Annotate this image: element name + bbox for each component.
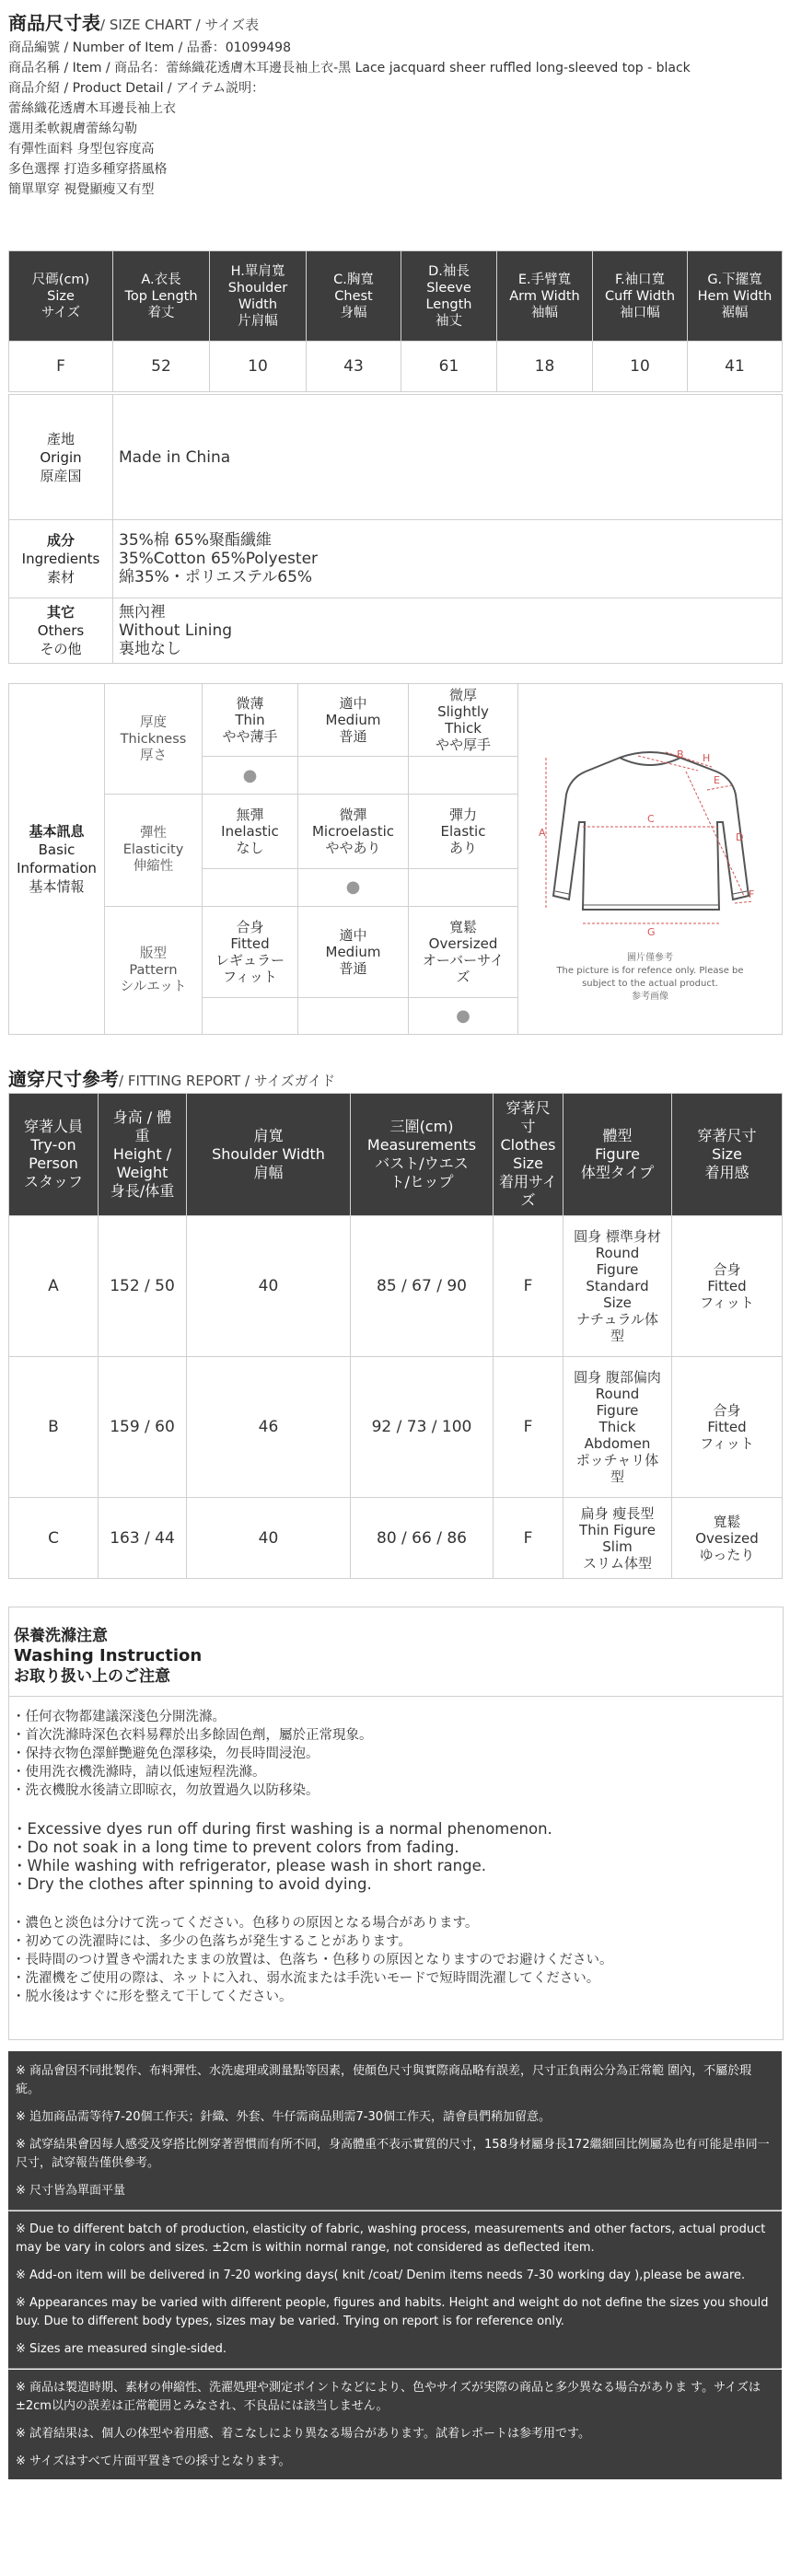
note-item: ※ Sizes are measured single-sided. [16, 2342, 227, 2356]
note-item: ※ 商品會因不同批製作、布料彈性、水洗處理或測量點等因素，使顏色尺寸與實際商品略有誤差，尺寸正負兩公分為正常範 圍內，不屬於瑕疵。 [16, 2064, 752, 2096]
size-cell: 10 [210, 342, 307, 392]
letter-e: E [714, 774, 720, 786]
list-item: ・濃色と淡色は分けて洗ってください。色移りの原因となる場合があります。 [12, 1916, 479, 1931]
note-item: ※ Appearances may be varied with different people, figures and habits. Height and weight do not define the sizes you should buy. Due to different body types, sizes may be varied. Trying on report is for reference only. [16, 2296, 769, 2328]
size-cell: 61 [401, 342, 497, 392]
elasticity-dot-elastic [409, 868, 518, 906]
others-label: 其它 Others その他 [9, 598, 113, 664]
fit-feel: 寬鬆 Ovesized ゆったり [672, 1498, 783, 1579]
list-item: ・洗濯機をご使用の際は、ネットに入れ、弱水流または手洗いモードで短時間洗濯してください。 [12, 1971, 600, 1986]
size-cell: 10 [593, 342, 688, 392]
fitting-row [9, 1498, 783, 1579]
pattern-dot-oversized: ● [409, 998, 518, 1035]
fit-measurements: 80 / 66 / 86 [351, 1498, 494, 1579]
header-shoulder-width: H.單肩寬 Shoulder Width 片肩幅 [210, 251, 307, 342]
fit-feel: 合身 Fitted フィット [672, 1216, 783, 1357]
size-cell: 18 [497, 342, 593, 392]
washing-title: 保養洗滌注意 Washing Instruction お取り扱い上のご注意 [14, 1627, 203, 1686]
fitting-title-main: 適穿尺寸參考 [8, 1068, 119, 1090]
list-item: ・使用洗衣機洗滌時，請以低速短程洗滌。 [12, 1765, 266, 1780]
pattern-option-fitted: 合身 Fitted レギュラー フィット [203, 906, 298, 998]
letter-a: A [539, 827, 546, 839]
title-main: 商品尺寸表 [8, 12, 100, 34]
svg-text:The picture is for refence onl: The picture is for refence only. Please be [556, 966, 744, 976]
size-table [8, 250, 783, 392]
fit-size: F [494, 1357, 563, 1498]
washing-list-zh [9, 1708, 783, 1800]
note-item: ※ Due to different batch of production, elasticity of fabric, washing process, measurements and other factors, actual product may be vary in colors and sizes. ±2cm is within normal range, not considered as deflected item. [16, 2222, 766, 2255]
ingredients-label: 成分 Ingredients 素材 [9, 520, 113, 598]
title-sub: / SIZE CHART / サイズ表 [100, 17, 260, 33]
fitting-row [9, 1357, 783, 1498]
basic-info-label: 基本訊息 Basic Information 基本情報 [9, 684, 105, 1035]
washing-section [8, 1607, 784, 2040]
pattern-label: 版型 Pattern シルエット [105, 906, 203, 1035]
header-arm-width: E.手臂寬 Arm Width 袖幅 [497, 251, 593, 342]
note-item: ※ 試着結果は、個人の体型や着用感、着こなしにより異なる場合があります。試着レポートは参考用です。 [16, 2427, 590, 2441]
fitting-row [9, 1216, 783, 1357]
pattern-dot-fitted [203, 998, 298, 1035]
others-row [9, 598, 783, 664]
fit-header-size: 穿著尺 寸 Clothes Size 着用サイズ [494, 1094, 563, 1216]
elasticity-option-elastic: 彈力 Elastic あり [409, 795, 518, 869]
header-size: 尺碼(cm) Size サイズ [9, 251, 113, 342]
header-cuff-width: F.袖口寬 Cuff Width 袖口幅 [593, 251, 688, 342]
size-chart-title [8, 8, 259, 35]
washing-list-en [9, 1820, 783, 1894]
fit-person: A [9, 1216, 99, 1357]
header-top-length: A.衣長 Top Length 着丈 [113, 251, 210, 342]
fit-header-measurements: 三圍(cm) Measurements バスト/ウエス ト/ヒップ [351, 1094, 494, 1216]
header-chest: C.胸寬 Chest 身幅 [307, 251, 401, 342]
letter-h: H [703, 752, 711, 764]
header-hem-width: G.下擺寬 Hem Width 裾幅 [688, 251, 783, 342]
list-item: ・洗衣機脫水後請立即晾衣，勿放置過久以防移染。 [12, 1783, 319, 1798]
thickness-dot-thick [409, 757, 518, 795]
svg-text:参考画像: 参考画像 [632, 992, 668, 1002]
size-table-header [9, 251, 783, 342]
product-detail-item: 多色選擇 打造多種穿搭風格 [8, 162, 168, 177]
product-detail-item: 有彈性面料 身型包容度高 [8, 142, 155, 157]
fit-header-feel: 穿著尺寸 Size 着用感 [672, 1094, 783, 1216]
fit-measurements: 85 / 67 / 90 [351, 1216, 494, 1357]
elasticity-option-inelastic: 無彈 Inelastic なし [203, 795, 298, 869]
washing-body [9, 1696, 783, 2006]
fit-height-weight: 163 / 44 [99, 1498, 187, 1579]
list-item: ・初めての洗濯時には、多少の色落ちが発生することがあります。 [12, 1934, 412, 1949]
elasticity-label: 彈性 Elasticity 伸縮性 [105, 795, 203, 907]
pattern-dot-medium [298, 998, 409, 1035]
list-item: ・保持衣物色澤鮮艷避免色澤移染，勿長時間浸泡。 [12, 1746, 319, 1761]
list-item: ・脱水後はすぐに形を整えて干してください。 [12, 1990, 293, 2004]
note-item: ※ 試穿結果會因每人感受及穿搭比例穿著習慣而有所不同，身高體重不表示實質的尺寸，158身材屬身長172繼細回比例屬為也有可能是串同一尺寸，試穿報告僅供參考。 [16, 2138, 770, 2170]
size-row [9, 342, 783, 392]
note-item: ※ サイズはすべて片面平置きでの採寸となります。 [16, 2454, 291, 2468]
notes-zh [8, 2051, 782, 2210]
note-item: ※ 追加商品需等待7-20個工作天；針織、外套、牛仔需商品則需7-30個工作天，請會員們稍加留意。 [16, 2110, 552, 2124]
fit-height-weight: 159 / 60 [99, 1357, 187, 1498]
origin-row [9, 395, 783, 520]
fitting-title-sub: / FITTING REPORT / サイズガイド [119, 1073, 336, 1089]
list-item: ・Dry the clothes after spinning to avoid dying. [12, 1875, 372, 1893]
letter-g: G [647, 926, 656, 938]
notes-ja [8, 2370, 782, 2480]
product-detail-item: 簡單單穿 視覺顯瘦又有型 [8, 182, 155, 197]
thickness-options-row [9, 684, 783, 757]
fit-header-shoulder: 肩寬 Shoulder Width 肩幅 [187, 1094, 351, 1216]
ingredients-value: 35%棉 65%聚酯纖維 35%Cotton 65%Polyester 綿35%・ポリエステル65% [113, 520, 783, 598]
ingredients-row [9, 520, 783, 598]
elasticity-dot-micro: ● [298, 868, 409, 906]
thickness-dot-medium [298, 757, 409, 795]
elasticity-option-micro: 微彈 Microelastic ややあり [298, 795, 409, 869]
product-detail-label: 商品介紹 / Product Detail / アイテム説明： [8, 81, 265, 96]
letter-f: F [749, 888, 755, 900]
material-table [8, 394, 783, 664]
product-detail-item: 蕾絲織花透膚木耳邊長袖上衣 [8, 101, 176, 116]
fit-feel: 合身 Fitted フィット [672, 1357, 783, 1498]
letter-b: B [677, 748, 684, 760]
list-item: ・Excessive dyes run off during first washing is a normal phenomenon. [12, 1820, 552, 1838]
product-number: 商品編號 / Number of Item / 品番：01099498 [8, 41, 291, 55]
thickness-label: 厚度 Thickness 厚さ [105, 684, 203, 795]
list-item: ・長時間のつけ置きや濡れたままの放置は、色落ち・色移りの原因となりますのでお避けください。 [12, 1953, 613, 1967]
fit-person: B [9, 1357, 99, 1498]
basic-info-table [8, 683, 783, 1035]
fit-figure: 圓身 標準身材 Round Figure Standard Size ナチュラル体 型 [563, 1216, 672, 1357]
origin-label: 產地 Origin 原産国 [9, 395, 113, 520]
fit-header-person: 穿著人員 Try-on Person スタッフ [9, 1094, 99, 1216]
size-cell: 52 [113, 342, 210, 392]
origin-value: Made in China [113, 395, 783, 520]
fit-shoulder: 40 [187, 1498, 351, 1579]
list-item: ・Do not soak in a long time to prevent colors from fading. [12, 1839, 459, 1856]
list-item: ・任何衣物都建議深淺色分開洗滌。 [12, 1710, 226, 1724]
fit-figure: 扁身 瘦長型 Thin Figure Slim スリム体型 [563, 1498, 672, 1579]
thickness-option-medium: 適中 Medium 普通 [298, 684, 409, 757]
fit-shoulder: 40 [187, 1216, 351, 1357]
pattern-option-oversized: 寬鬆 Oversized オーバーサイ ズ [409, 906, 518, 998]
fit-shoulder: 46 [187, 1357, 351, 1498]
svg-text:圖片僅參考: 圖片僅參考 [627, 953, 673, 963]
diagram-caption [555, 951, 743, 1002]
thickness-option-thin: 微薄 Thin やや薄手 [203, 684, 298, 757]
note-item: ※ Add-on item will be delivered in 7-20 working days( knit /coat/ Denim items needs 7-30 working day ),please be aware. [16, 2269, 746, 2282]
list-item: ・While washing with refrigerator, please wash in short range. [12, 1857, 486, 1874]
list-item: ・首次洗滌時深色衣料易釋於出多餘固色劑，屬於正常現象。 [12, 1728, 373, 1743]
garment-diagram-cell [518, 684, 783, 1035]
fit-measurements: 92 / 73 / 100 [351, 1357, 494, 1498]
fit-person: C [9, 1498, 99, 1579]
fit-figure: 圓身 腹部偏肉 Round Figure Thick Abdomen ポッチャリ体 型 [563, 1357, 672, 1498]
product-detail-item: 選用柔軟親膚蕾絲勾勒 [8, 122, 137, 136]
fit-size: F [494, 1216, 563, 1357]
note-item: ※ 商品は製造時期、素材の伸縮性、洗濯処理や測定ポイントなどにより、色やサイズが実際の商品と多少異なる場合がありま す。サイズは±2cm以内の誤差は正常範囲とみなされ、不良品には該当しません。 [16, 2381, 761, 2413]
header-sleeve-length: D.袖長 Sleeve Length 袖丈 [401, 251, 497, 342]
fit-header-figure: 體型 Figure 体型タイプ [563, 1094, 672, 1216]
letter-d: D [736, 831, 744, 843]
others-value: 無內裡 Without Lining 裏地なし [113, 598, 783, 664]
note-item: ※ 尺寸皆為單面平量 [16, 2184, 126, 2198]
notes-section [8, 2051, 782, 2479]
size-cell: F [9, 342, 113, 392]
thickness-dot-thin: ● [203, 757, 298, 795]
fit-header-height-weight: 身高 / 體 重 Height / Weight 身長/体重 [99, 1094, 187, 1216]
fitting-title [8, 1064, 335, 1091]
notes-en [8, 2211, 782, 2368]
size-cell: 41 [688, 342, 783, 392]
product-info [8, 38, 782, 200]
size-cell: 43 [307, 342, 401, 392]
fitting-table [8, 1093, 783, 1579]
garment-diagram [518, 684, 783, 1034]
letter-c: C [647, 813, 655, 825]
svg-text:subject to the actual product.: subject to the actual product. [582, 979, 718, 989]
fitting-header [9, 1094, 783, 1216]
pattern-option-medium: 適中 Medium 普通 [298, 906, 409, 998]
fit-height-weight: 152 / 50 [99, 1216, 187, 1357]
washing-list-ja [9, 1914, 783, 2006]
fit-size: F [494, 1498, 563, 1579]
product-name: 商品名稱 / Item / 商品名：蕾絲織花透膚木耳邊長袖上衣-黑 Lace jacquard sheer ruffled long-sleeved top - black [8, 61, 691, 75]
thickness-option-thick: 微厚 Slightly Thick やや厚手 [409, 684, 518, 757]
elasticity-dot-inelastic [203, 868, 298, 906]
